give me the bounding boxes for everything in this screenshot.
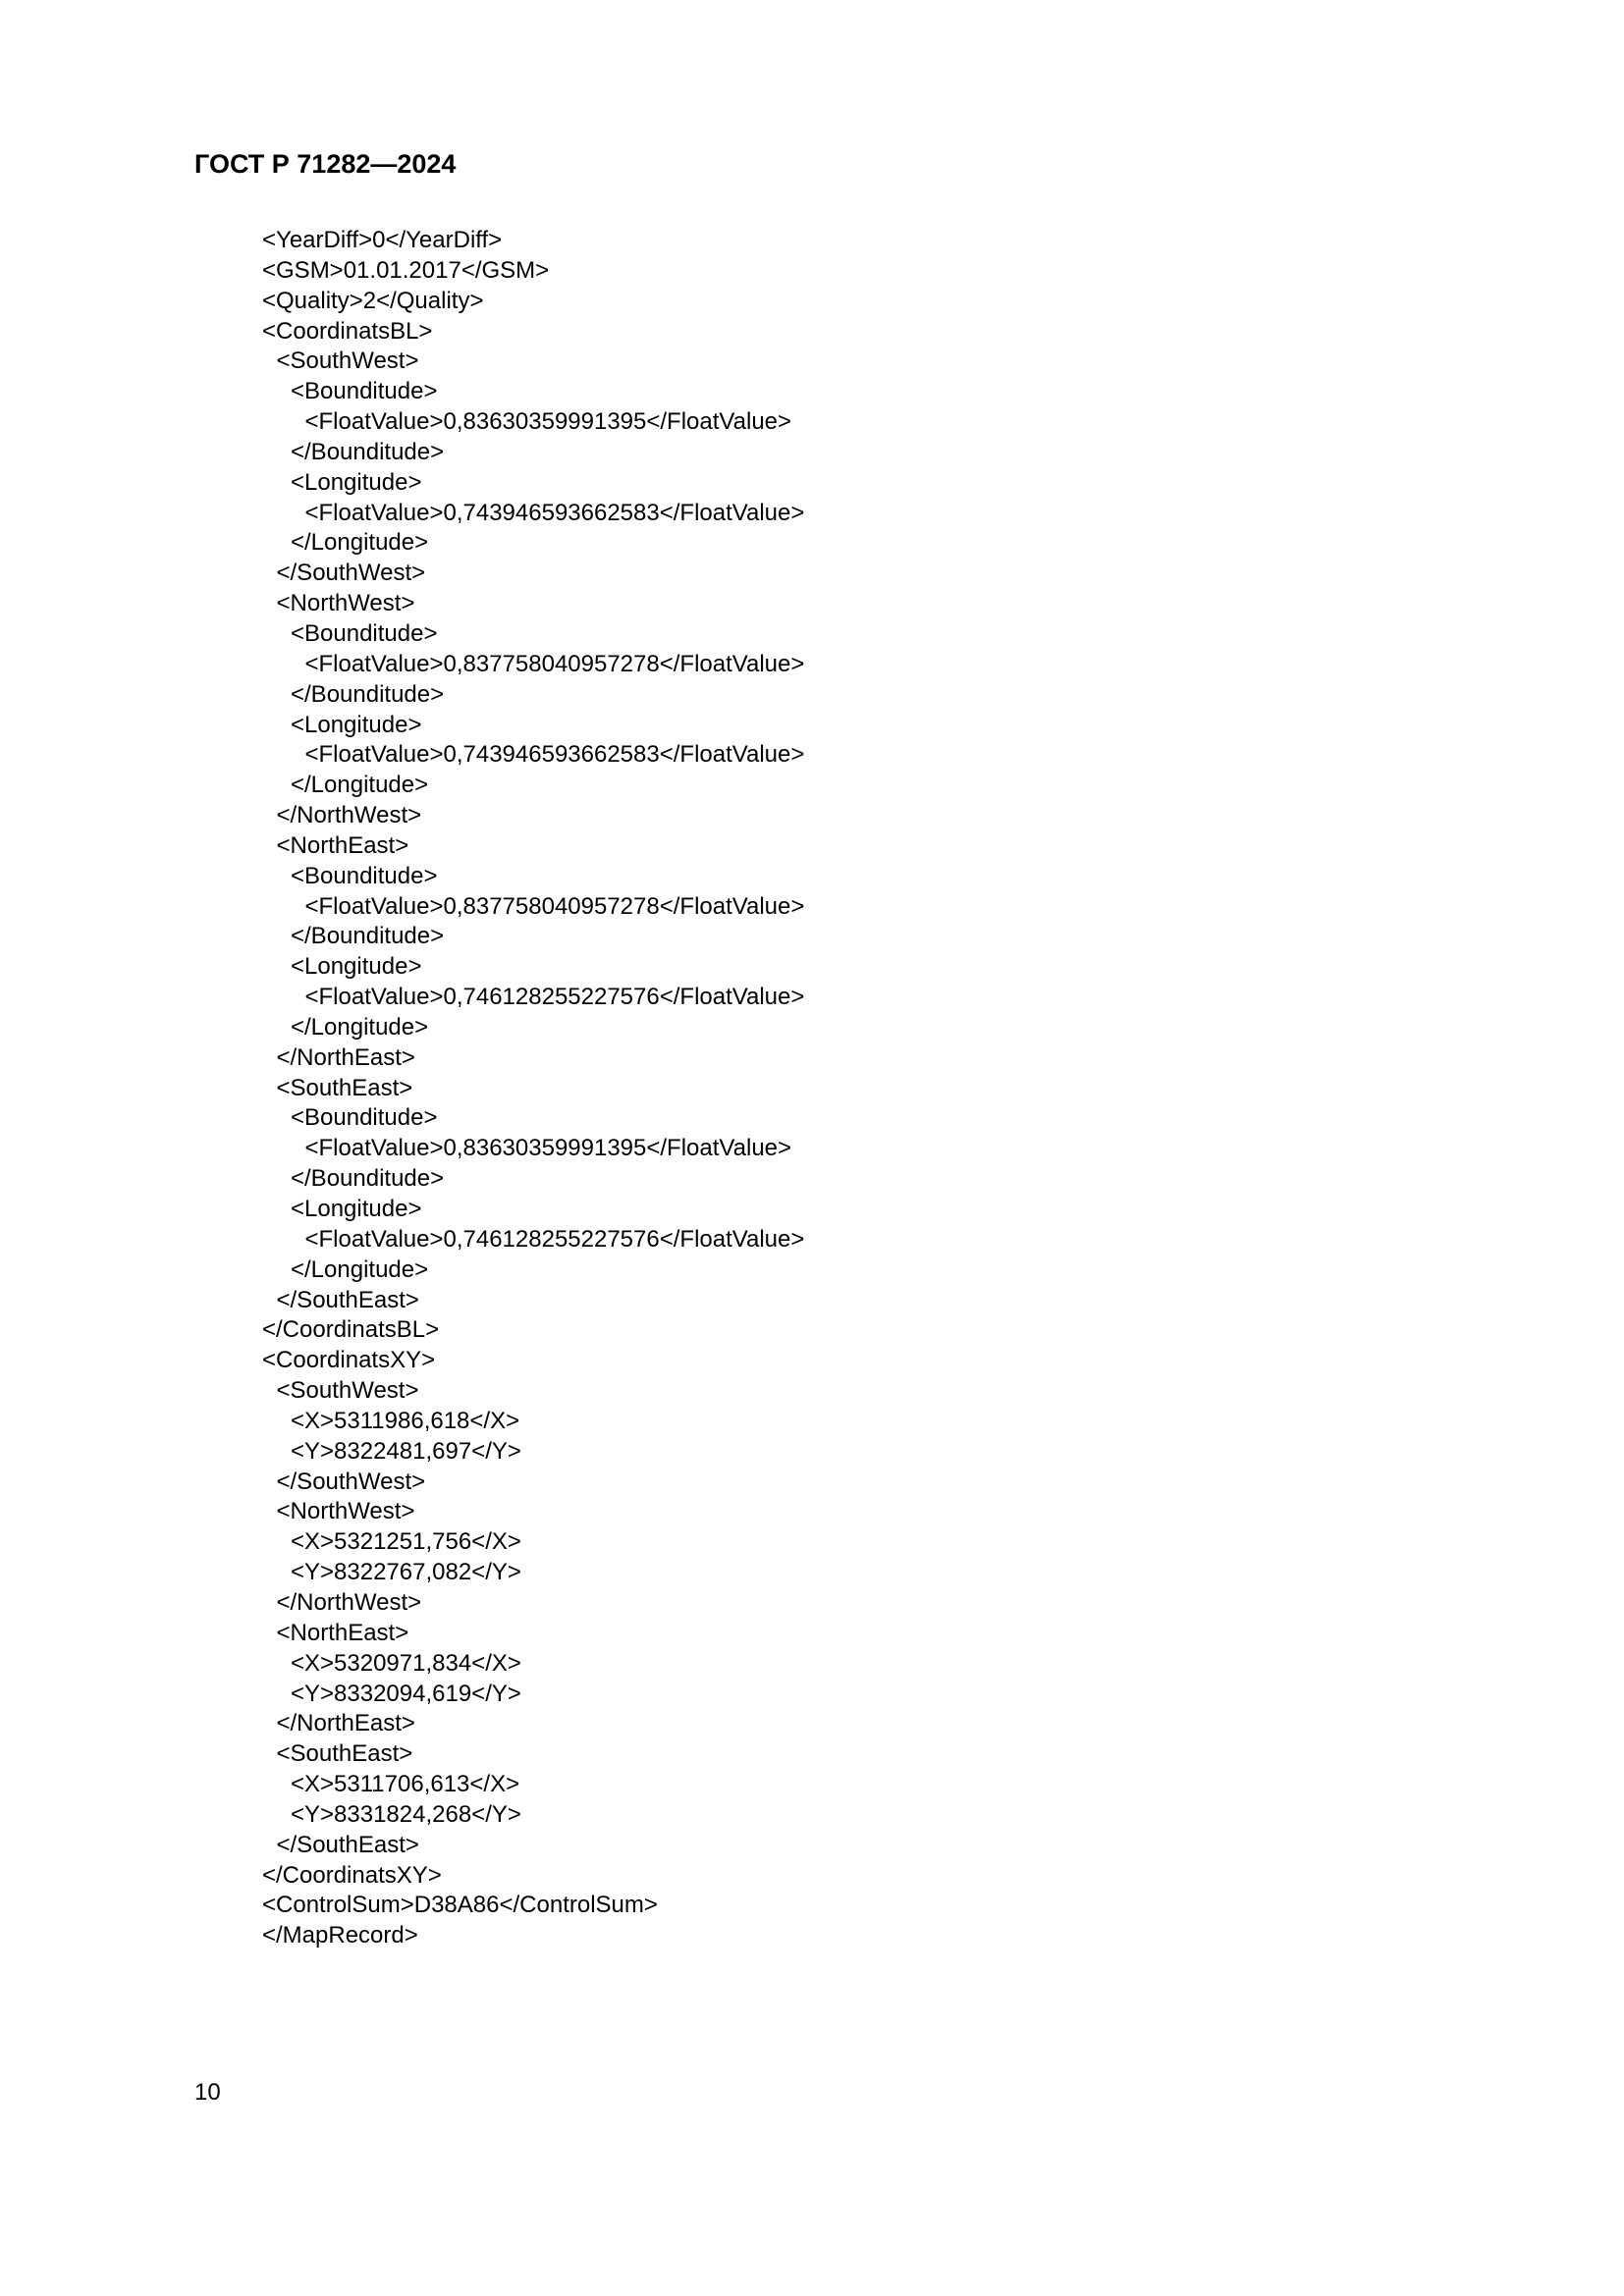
code-line: <X>5311706,613</X> (291, 1771, 520, 1798)
code-line: <FloatValue>0,746128255227576</FloatValue> (304, 984, 805, 1011)
code-line: <FloatValue>0,837758040957278</FloatValue> (304, 650, 805, 677)
code-line: <X>5311986,618</X> (291, 1407, 520, 1434)
code-line: <SouthEast> (276, 1740, 413, 1768)
code-line: </MapRecord> (262, 1922, 418, 1949)
code-line: </SouthWest> (276, 560, 426, 587)
code-line: <SouthWest> (276, 1377, 419, 1405)
code-line: <Bounditude> (291, 619, 438, 647)
code-line: <FloatValue>0,837758040957278</FloatValue> (304, 892, 805, 920)
code-line: <FloatValue>0,83630359991395</FloatValue> (304, 408, 792, 436)
code-line: <FloatValue>0,743946593662583</FloatValue> (304, 741, 805, 769)
code-line: </NorthEast> (276, 1710, 415, 1737)
code-line: <FloatValue>0,83630359991395</FloatValue> (304, 1135, 792, 1162)
xml-code-listing (262, 226, 804, 1951)
code-line: <Y>8322767,082</Y> (291, 1559, 521, 1586)
code-line: </NorthEast> (276, 1043, 415, 1071)
code-line: <FloatValue>0,746128255227576</FloatValue> (304, 1225, 805, 1253)
code-line: </Longitude> (291, 1013, 429, 1041)
code-line: <NorthWest> (276, 590, 415, 617)
code-line: <CoordinatsBL> (262, 317, 433, 345)
code-line: </SouthEast> (276, 1831, 419, 1858)
code-line: </Bounditude> (291, 923, 445, 950)
code-line: <NorthEast> (276, 831, 409, 859)
code-line: </Bounditude> (291, 680, 445, 708)
code-line: </NorthWest> (276, 802, 422, 829)
code-line: <Y>8331824,268</Y> (291, 1800, 521, 1828)
code-line: </Bounditude> (291, 1165, 445, 1193)
page-number: 10 (194, 2079, 221, 2106)
code-line: </Longitude> (291, 1255, 429, 1283)
code-line: <Bounditude> (291, 378, 438, 405)
code-line: <SouthWest> (276, 347, 419, 375)
code-line: <NorthEast> (276, 1619, 409, 1646)
code-line: <FloatValue>0,743946593662583</FloatValue> (304, 499, 805, 526)
code-line: </Longitude> (291, 529, 429, 557)
code-line: </SouthWest> (276, 1468, 426, 1495)
code-line: <ControlSum>D38A86</ControlSum> (262, 1892, 658, 1919)
code-line: <GSM>01.01.2017</GSM> (262, 256, 550, 284)
code-line: <NorthWest> (276, 1498, 415, 1525)
code-line: <Longitude> (291, 468, 422, 496)
code-line: <Quality>2</Quality> (262, 287, 484, 314)
code-line: </NorthWest> (276, 1588, 422, 1616)
code-line: </CoordinatsBL> (262, 1316, 440, 1344)
code-line: <X>5321251,756</X> (291, 1528, 521, 1556)
code-line: </Bounditude> (291, 438, 445, 465)
code-line: <Longitude> (291, 1196, 422, 1222)
code-line: <Y>8332094,619</Y> (291, 1680, 521, 1707)
code-line: <X>5320971,834</X> (291, 1649, 521, 1677)
code-line: <Longitude> (291, 711, 422, 738)
code-line: <SouthEast> (276, 1074, 413, 1101)
code-line: <Y>8322481,697</Y> (291, 1437, 521, 1465)
code-line: <Longitude> (291, 953, 422, 981)
code-line: <CoordinatsXY> (262, 1347, 436, 1374)
code-line: <Bounditude> (291, 862, 438, 889)
code-line: <Bounditude> (291, 1104, 438, 1132)
code-line: <YearDiff>0</YearDiff> (262, 227, 503, 253)
page-header-standard-id: ГОСТ Р 71282—2024 (194, 149, 457, 179)
code-line: </CoordinatsXY> (262, 1861, 442, 1889)
code-line: </SouthEast> (276, 1286, 419, 1313)
code-line: </Longitude> (291, 772, 429, 799)
